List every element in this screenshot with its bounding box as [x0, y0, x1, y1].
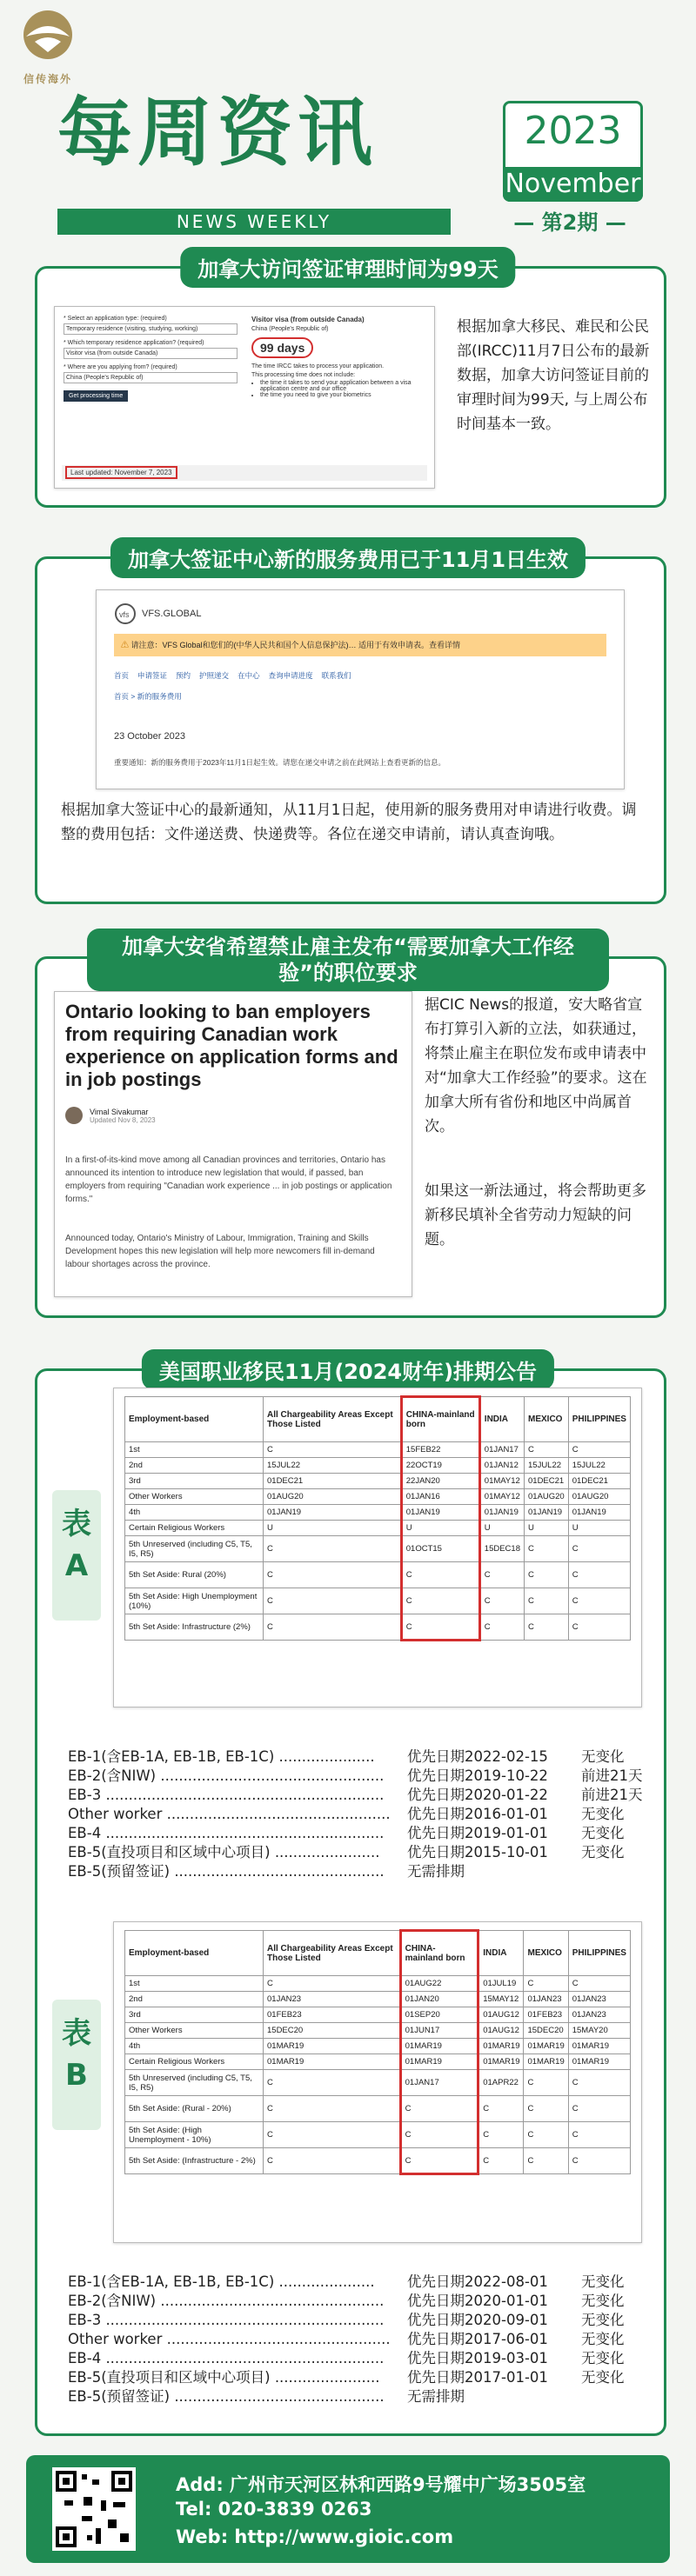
table-a-label — [52, 1490, 101, 1621]
author-avatar — [65, 1107, 83, 1124]
section-vfs-fees-body: 根据加拿大签证中心的最新通知，从11月1日起，使用新的服务费用对申请进行收费。调整的费用包括：文件递送费、快递费等。各位在递交申请前，请认真查询哦。 — [61, 802, 637, 843]
table-cell: C — [524, 1976, 568, 1992]
table-cell: C — [401, 1562, 479, 1588]
table-cell: C — [264, 1976, 401, 1992]
table-a-label-text: 表A — [62, 1507, 91, 1583]
table-cell: C — [568, 1442, 630, 1458]
cookie-banner — [114, 634, 606, 656]
vfs-nav-item[interactable]: 查询申请进度 — [268, 671, 313, 680]
table-cell: C — [568, 1588, 630, 1614]
table-cell: 15MAY20 — [568, 2023, 630, 2039]
eb-summary-date: 优先日期2020-01-22 — [407, 1787, 548, 1803]
eb-summary-row — [68, 2292, 668, 2311]
eb-summary-date: 优先日期2022-02-15 — [407, 1748, 548, 1765]
eb-summary-row — [68, 1767, 668, 1786]
table-cell: 01SEP20 — [400, 2007, 478, 2023]
article-updated: Updated Nov 8, 2023 — [90, 1115, 156, 1124]
table-cell: C — [400, 2096, 478, 2122]
table-cell: 01AUG22 — [400, 1976, 478, 1992]
footer — [26, 2455, 670, 2563]
table-cell: 15FEB22 — [401, 1442, 479, 1458]
table-cell: C — [568, 1614, 630, 1641]
table-row — [125, 1489, 631, 1505]
summary-b — [68, 2273, 668, 2406]
section-vfs-fees-title: 加拿大签证中心新的服务费用已于11月1日生效 — [110, 537, 586, 578]
table-cell: 01MAR19 — [478, 2054, 524, 2070]
table-cell: 15JUL22 — [525, 1458, 569, 1474]
vfs-nav-item[interactable]: 首页 — [114, 671, 130, 680]
result-title: Visitor visa (from outside Canada) — [251, 316, 365, 323]
eb-summary-cat: EB-1(含EB-1A, EB-1B, EB-1C) ..................... — [68, 1748, 375, 1765]
eb-summary-cat: EB-5(直投项目和区域中心项目) ....................... — [68, 1844, 380, 1860]
vfs-logo-icon — [114, 602, 137, 625]
table-row — [125, 2148, 631, 2174]
eb-summary-chg: 无变化 — [581, 1825, 625, 1841]
table-cell: 01MAR19 — [264, 2039, 401, 2054]
section-visa-processing-title: 加拿大访问签证审理时间为99天 — [180, 247, 515, 288]
table-cell: C — [524, 2148, 568, 2174]
table-cell: 01JAN19 — [525, 1505, 569, 1521]
table-row — [125, 1992, 631, 2007]
vfs-nav-item[interactable]: 在中心 — [238, 671, 260, 680]
table-row — [125, 1521, 631, 1536]
eb-summary-row — [68, 1843, 668, 1862]
table-cell: C — [264, 2148, 401, 2174]
table-cell: 01JAN19 — [479, 1505, 524, 1521]
eb-summary-date: 优先日期2020-01-01 — [407, 2293, 548, 2309]
eb-summary-cat: EB-4 ............................................................. — [68, 1825, 385, 1841]
table-b-wrapper — [113, 1921, 642, 2243]
table-cell: 4th — [125, 2039, 264, 2054]
table-header-cell: Employment-based — [125, 1931, 264, 1976]
table-a — [124, 1395, 631, 1641]
table-cell: 01JAN20 — [400, 1992, 478, 2007]
table-cell: 3rd — [125, 2007, 264, 2023]
table-cell: C — [479, 1614, 524, 1641]
get-processing-time-button[interactable]: Get processing time — [64, 390, 128, 402]
table-row — [125, 1505, 631, 1521]
vfs-nav-item[interactable]: 申请签证 — [137, 671, 168, 680]
eb-summary-chg: 无变化 — [581, 2369, 625, 2386]
table-cell: 01JAN17 — [479, 1442, 524, 1458]
table-cell: 5th Set Aside: Rural (20%) — [125, 1562, 264, 1588]
table-cell: 5th Set Aside: Infrastructure (2%) — [125, 1614, 264, 1641]
table-cell: 01MAR19 — [400, 2054, 478, 2070]
news-weekly-label: NEWS WEEKLY — [176, 211, 332, 232]
section-ontario-body-1: 据CIC News的报道，安大略省宣布打算引入新的立法，如获通过，将禁止雇主在职位发布或申请表中对“加拿大工作经验”的要求。这在加拿大所有省份和地区中尚属首次。 — [425, 996, 647, 1135]
result-country: China (People's Republic of) — [251, 326, 329, 332]
table-cell: C — [524, 2096, 568, 2122]
table-cell: 01MAR19 — [400, 2039, 478, 2054]
logo — [9, 7, 87, 85]
table-cell: 15JUL22 — [264, 1458, 402, 1474]
cookie-banner-text: 请注意：VFS Global和您们的(中华人民共和国个人信息保护法)… 适用于有效申请表。查看详情 — [130, 641, 461, 649]
table-cell: U — [401, 1521, 479, 1536]
section-ontario-title: 加拿大安省希望禁止雇主发布“需要加拿大工作经验”的职位要求 — [87, 929, 609, 991]
eb-summary-cat: Other worker ................................................. — [68, 2331, 391, 2347]
table-row — [125, 2096, 631, 2122]
vfs-nav-item[interactable]: 护照递交 — [199, 671, 230, 680]
table-cell: 1st — [125, 1976, 264, 1992]
eb-summary-chg: 前进21天 — [581, 1787, 643, 1803]
table-a-wrapper — [113, 1388, 642, 1707]
eb-summary-chg: 无变化 — [581, 1748, 625, 1765]
eb-summary-chg: 无变化 — [581, 1806, 625, 1822]
table-cell: C — [264, 1562, 402, 1588]
table-row — [125, 1588, 631, 1614]
eb-summary-date: 优先日期2017-01-01 — [407, 2369, 548, 2386]
table-cell: C — [568, 2070, 630, 2096]
eb-summary-row — [68, 2349, 668, 2368]
table-cell: 15DEC18 — [479, 1536, 524, 1562]
summary-a — [68, 1747, 668, 1881]
table-cell: 01JAN19 — [401, 1505, 479, 1521]
table-cell: 01MAR19 — [524, 2039, 568, 2054]
table-cell: C — [400, 2148, 478, 2174]
table-cell: 01FEB23 — [264, 2007, 401, 2023]
table-cell: U — [479, 1521, 524, 1536]
field1-select[interactable]: Temporary residence (visiting, studying, working) — [64, 323, 238, 335]
table-cell: 01DEC21 — [525, 1474, 569, 1489]
eb-summary-cat: EB-1(含EB-1A, EB-1B, EB-1C) ..................... — [68, 2273, 375, 2290]
news-weekly-bar — [57, 209, 451, 235]
field3-label: * Where are you applying from? (required) — [64, 364, 177, 370]
eb-summary-chg: 无变化 — [581, 2273, 625, 2290]
table-cell: 01JUL19 — [478, 1976, 524, 1992]
last-updated — [62, 465, 427, 481]
eb-summary-cat: Other worker ................................................. — [68, 1806, 391, 1822]
eb-summary-date: 优先日期2015-10-01 — [407, 1844, 548, 1860]
table-cell: C — [524, 2122, 568, 2148]
table-row — [125, 2023, 631, 2039]
footer-web[interactable]: Web: http://www.gioic.com — [176, 2526, 454, 2547]
vfs-nav-item[interactable]: 联系我们 — [321, 671, 351, 680]
qr-code-icon — [56, 2471, 132, 2547]
table-cell: C — [478, 2122, 524, 2148]
table-cell: 5th Unreserved (including C5, T5, I5, R5) — [125, 2070, 264, 2096]
footer-address: Add: 广州市天河区林和西路9号耀中广场3505室 — [176, 2474, 586, 2495]
exclusion-item: • the time it takes to send your application between a visa application centre and our office — [260, 380, 425, 392]
table-cell: C — [568, 1536, 630, 1562]
table-row — [125, 2039, 631, 2054]
author-name: Vimal Sivakumar — [90, 1107, 149, 1116]
table-cell: C — [401, 1588, 479, 1614]
logo-text: 信传海外 — [23, 73, 72, 85]
table-cell: 01AUG12 — [478, 2023, 524, 2039]
table-b-label — [52, 2000, 101, 2130]
table-cell: 01MAY12 — [479, 1489, 524, 1505]
vfs-brand: VFS.GLOBAL — [142, 609, 202, 619]
table-cell: 22OCT19 — [401, 1458, 479, 1474]
table-cell: 01DEC21 — [264, 1474, 402, 1489]
table-header-cell: INDIA — [478, 1931, 524, 1976]
table-cell: C — [568, 2122, 630, 2148]
eb-summary-date: 优先日期2017-06-01 — [407, 2331, 548, 2347]
table-row — [125, 1562, 631, 1588]
result-note: The time IRCC takes to process your application. — [251, 363, 385, 369]
field2-select[interactable]: Visitor visa (from outside Canada) — [64, 348, 238, 359]
table-cell: 01AUG20 — [525, 1489, 569, 1505]
eb-summary-row — [68, 2330, 668, 2349]
table-cell: 01DEC21 — [568, 1474, 630, 1489]
month: November — [503, 167, 643, 202]
table-cell: 15MAY12 — [478, 1992, 524, 2007]
eb-summary-row — [68, 2311, 668, 2330]
table-cell: C — [525, 1614, 569, 1641]
table-cell: C — [264, 2096, 401, 2122]
table-row — [125, 1614, 631, 1641]
table-cell: 01MAR19 — [264, 2054, 401, 2070]
table-cell: 1st — [125, 1442, 264, 1458]
field3-select[interactable]: China (People's Republic of) — [64, 372, 238, 383]
eb-summary-row — [68, 1747, 668, 1767]
table-row — [125, 1442, 631, 1458]
table-cell: 01JAN23 — [568, 2007, 630, 2023]
table-cell: U — [568, 1521, 630, 1536]
table-cell: C — [525, 1536, 569, 1562]
eb-summary-row — [68, 1805, 668, 1824]
table-cell: 2nd — [125, 1458, 264, 1474]
eb-summary-chg: 无变化 — [581, 1844, 625, 1860]
eb-summary-date: 优先日期2019-01-01 — [407, 1825, 548, 1841]
eb-summary-chg — [581, 1862, 659, 1881]
vfs-screenshot — [96, 589, 625, 789]
eb-summary-date: 优先日期2020-09-01 — [407, 2312, 548, 2328]
eb-summary-date: 无需排期 — [407, 1863, 465, 1880]
table-cell: C — [525, 1442, 569, 1458]
ircc-screenshot — [54, 306, 435, 489]
table-b — [124, 1929, 631, 2175]
table-cell: C — [264, 1588, 402, 1614]
vfs-nav — [114, 670, 351, 681]
eb-summary-cat: EB-5(预留签证) .............................................. — [68, 1863, 385, 1880]
section-visa-processing-body: 根据加拿大移民、难民和公民部(IRCC)11月7日公布的最新数据，加拿大访问签证目前的审理时间为99天, 与上周公布时间基本一致。 — [457, 318, 650, 433]
table-b-label-text: 表B — [62, 2016, 91, 2093]
table-header-cell: PHILIPPINES — [568, 1931, 630, 1976]
qr-code — [52, 2467, 136, 2551]
eb-summary-cat: EB-5(预留签证) .............................................. — [68, 2388, 385, 2405]
table-header-cell: CHINA-mainland born — [400, 1931, 478, 1976]
table-cell: 15DEC20 — [264, 2023, 401, 2039]
eb-summary-row — [68, 2273, 668, 2292]
table-cell: 01FEB23 — [524, 2007, 568, 2023]
eb-summary-row — [68, 1786, 668, 1805]
table-cell: Other Workers — [125, 2023, 264, 2039]
days-value: 99 days — [260, 341, 305, 355]
vfs-nav-item[interactable]: 预约 — [176, 671, 191, 680]
table-cell: C — [568, 2148, 630, 2174]
table-header-cell: All Chargeability Areas Except Those Listed — [264, 1931, 401, 1976]
svg-text:vfs: vfs — [119, 610, 130, 619]
table-cell: C — [568, 1976, 630, 1992]
eb-summary-cat: EB-2(含NIW) ................................................. — [68, 2293, 385, 2309]
table-cell: 01JAN23 — [524, 1992, 568, 2007]
page-title: 每周资讯 — [57, 90, 378, 176]
eb-summary-row — [68, 2387, 668, 2406]
table-header-cell: CHINA-mainland born — [401, 1397, 479, 1442]
eb-summary-chg: 无变化 — [581, 2312, 625, 2328]
notice-date: 23 October 2023 — [114, 731, 185, 742]
table-cell: C — [568, 1562, 630, 1588]
table-cell: Other Workers — [125, 1489, 264, 1505]
result-note2: This processing time does not include: — [251, 372, 356, 378]
eb-summary-row — [68, 1862, 668, 1881]
table-cell: 5th Set Aside: (Infrastructure - 2%) — [125, 2148, 264, 2174]
table-cell: C — [525, 1588, 569, 1614]
table-cell: 01JAN19 — [568, 1505, 630, 1521]
article-headline: Ontario looking to ban employers from requiring Canadian work experience on application forms and in job postings — [65, 1001, 398, 1090]
section-ontario-body-2: 如果这一新法通过，将会帮助更多新移民填补全省劳动力短缺的问题。 — [425, 1182, 646, 1248]
table-row — [125, 1458, 631, 1474]
table-cell: 5th Set Aside: (High Unemployment - 10%) — [125, 2122, 264, 2148]
table-cell: C — [478, 2096, 524, 2122]
issue-number: — 第2期 — — [513, 210, 626, 235]
field2-label: * Which temporary residence application? (required) — [64, 340, 204, 346]
article-para-2: Announced today, Ontario's Ministry of Labour, Immigration, Training and Skills Development hopes this new legislation will help more newcomers fill in-demand labour shortages across the province. — [65, 1234, 375, 1269]
table-cell: Certain Religious Workers — [125, 1521, 264, 1536]
eb-summary-date: 优先日期2022-08-01 — [407, 2273, 548, 2290]
notice-text: 重要通知：新的服务费用于2023年11月1日起生效。请您在递交申请之前在此网站上查看更新的信息。 — [114, 758, 445, 767]
table-cell: C — [479, 1588, 524, 1614]
table-header-cell: MEXICO — [525, 1397, 569, 1442]
year: 2023 — [524, 109, 622, 153]
table-cell: 01JUN17 — [400, 2023, 478, 2039]
table-header-cell: PHILIPPINES — [568, 1397, 630, 1442]
table-row — [125, 2122, 631, 2148]
eb-summary-chg: 前进21天 — [581, 1767, 643, 1784]
table-cell: C — [401, 1614, 479, 1641]
table-header-cell: INDIA — [479, 1397, 524, 1442]
eb-summary-cat: EB-3 ............................................................. — [68, 2312, 385, 2328]
eb-summary-row — [68, 2368, 668, 2387]
eb-summary-cat: EB-5(直投项目和区域中心项目) ....................... — [68, 2369, 380, 2386]
table-cell: 15JUL22 — [568, 1458, 630, 1474]
eb-summary-date: 优先日期2016-01-01 — [407, 1806, 548, 1822]
issue-label: 第2期 — [541, 210, 599, 235]
eb-summary-chg — [581, 2387, 659, 2406]
table-header-cell: Employment-based — [125, 1397, 264, 1442]
table-cell: C — [400, 2122, 478, 2148]
table-cell: 5th Unreserved (including C5, T5, I5, R5) — [125, 1536, 264, 1562]
table-cell: 01AUG12 — [478, 2007, 524, 2023]
table-cell: C — [568, 2096, 630, 2122]
table-cell: 01JAN23 — [568, 1992, 630, 2007]
eb-summary-date: 无需排期 — [407, 2388, 465, 2405]
days-badge — [251, 337, 313, 358]
footer-tel: Tel: 020-3839 0263 — [176, 2499, 372, 2519]
table-cell: 01MAR19 — [524, 2054, 568, 2070]
table-cell: 2nd — [125, 1992, 264, 2007]
eb-summary-chg: 无变化 — [581, 2350, 625, 2366]
eb-summary-chg: 无变化 — [581, 2293, 625, 2309]
table-cell: U — [264, 1521, 402, 1536]
table-cell: 01MAR19 — [568, 2054, 630, 2070]
warning-icon: ⚠ — [121, 641, 130, 649]
article-para-1: In a first-of-its-kind move among all Canadian provinces and territories, Ontario has announced its intention to introduce new legislation that would, if passed, ban employers from requiring "Canadian work experience ... in job postings or application forms." — [65, 1155, 392, 1204]
table-cell: C — [524, 2070, 568, 2096]
eb-summary-date: 优先日期2019-10-22 — [407, 1767, 548, 1784]
table-cell: 01JAN19 — [264, 1505, 402, 1521]
table-cell: C — [264, 1536, 402, 1562]
eb-summary-date: 优先日期2019-03-01 — [407, 2350, 548, 2366]
table-row — [125, 1976, 631, 1992]
table-cell: 01AUG20 — [264, 1489, 402, 1505]
table-cell: 22JAN20 — [401, 1474, 479, 1489]
field1-label: * Select an application type: (required) — [64, 316, 167, 322]
cic-news-screenshot — [54, 991, 412, 1297]
exclusion-item: • the time you need to give your biometrics — [260, 392, 425, 398]
eb-summary-cat: EB-4 ............................................................. — [68, 2350, 385, 2366]
table-cell: 01MAR19 — [478, 2039, 524, 2054]
section-visa-bulletin-title: 美国职业移民11月(2024财年)排期公告 — [142, 1349, 554, 1390]
last-updated-text: Last updated: November 7, 2023 — [65, 466, 177, 479]
table-row — [125, 2007, 631, 2023]
table-cell: 5th Set Aside: High Unemployment (10%) — [125, 1588, 264, 1614]
table-row — [125, 2070, 631, 2096]
eb-summary-row — [68, 1824, 668, 1843]
table-row — [125, 1536, 631, 1562]
table-cell: 15DEC20 — [524, 2023, 568, 2039]
table-cell: 01JAN12 — [479, 1458, 524, 1474]
eb-summary-cat: EB-2(含NIW) ................................................. — [68, 1767, 385, 1784]
table-cell: 01JAN23 — [264, 1992, 401, 2007]
table-cell: 4th — [125, 1505, 264, 1521]
eb-summary-chg: 无变化 — [581, 2331, 625, 2347]
table-cell: 5th Set Aside: (Rural - 20%) — [125, 2096, 264, 2122]
logo-emblem-icon — [9, 7, 87, 68]
table-cell: U — [525, 1521, 569, 1536]
table-cell: 01APR22 — [478, 2070, 524, 2096]
table-cell: 01MAR19 — [568, 2039, 630, 2054]
breadcrumb: 首页 > 新的服务费用 — [114, 692, 182, 701]
table-cell: 3rd — [125, 1474, 264, 1489]
table-cell: 01JAN17 — [400, 2070, 478, 2096]
table-row — [125, 2054, 631, 2070]
table-cell: 01AUG20 — [568, 1489, 630, 1505]
table-cell: 01OCT15 — [401, 1536, 479, 1562]
table-cell: 01JAN16 — [401, 1489, 479, 1505]
table-cell: Certain Religious Workers — [125, 2054, 264, 2070]
table-header-cell: All Chargeability Areas Except Those Listed — [264, 1397, 402, 1442]
table-header-cell: MEXICO — [524, 1931, 568, 1976]
table-cell: C — [264, 1614, 402, 1641]
table-cell: C — [525, 1562, 569, 1588]
table-cell: C — [264, 2070, 401, 2096]
eb-summary-cat: EB-3 ............................................................. — [68, 1787, 385, 1803]
table-cell: 01MAY12 — [479, 1474, 524, 1489]
table-cell: C — [264, 2122, 401, 2148]
table-row — [125, 1474, 631, 1489]
date-box — [503, 101, 643, 202]
table-cell: C — [479, 1562, 524, 1588]
table-cell: C — [478, 2148, 524, 2174]
table-cell: C — [264, 1442, 402, 1458]
